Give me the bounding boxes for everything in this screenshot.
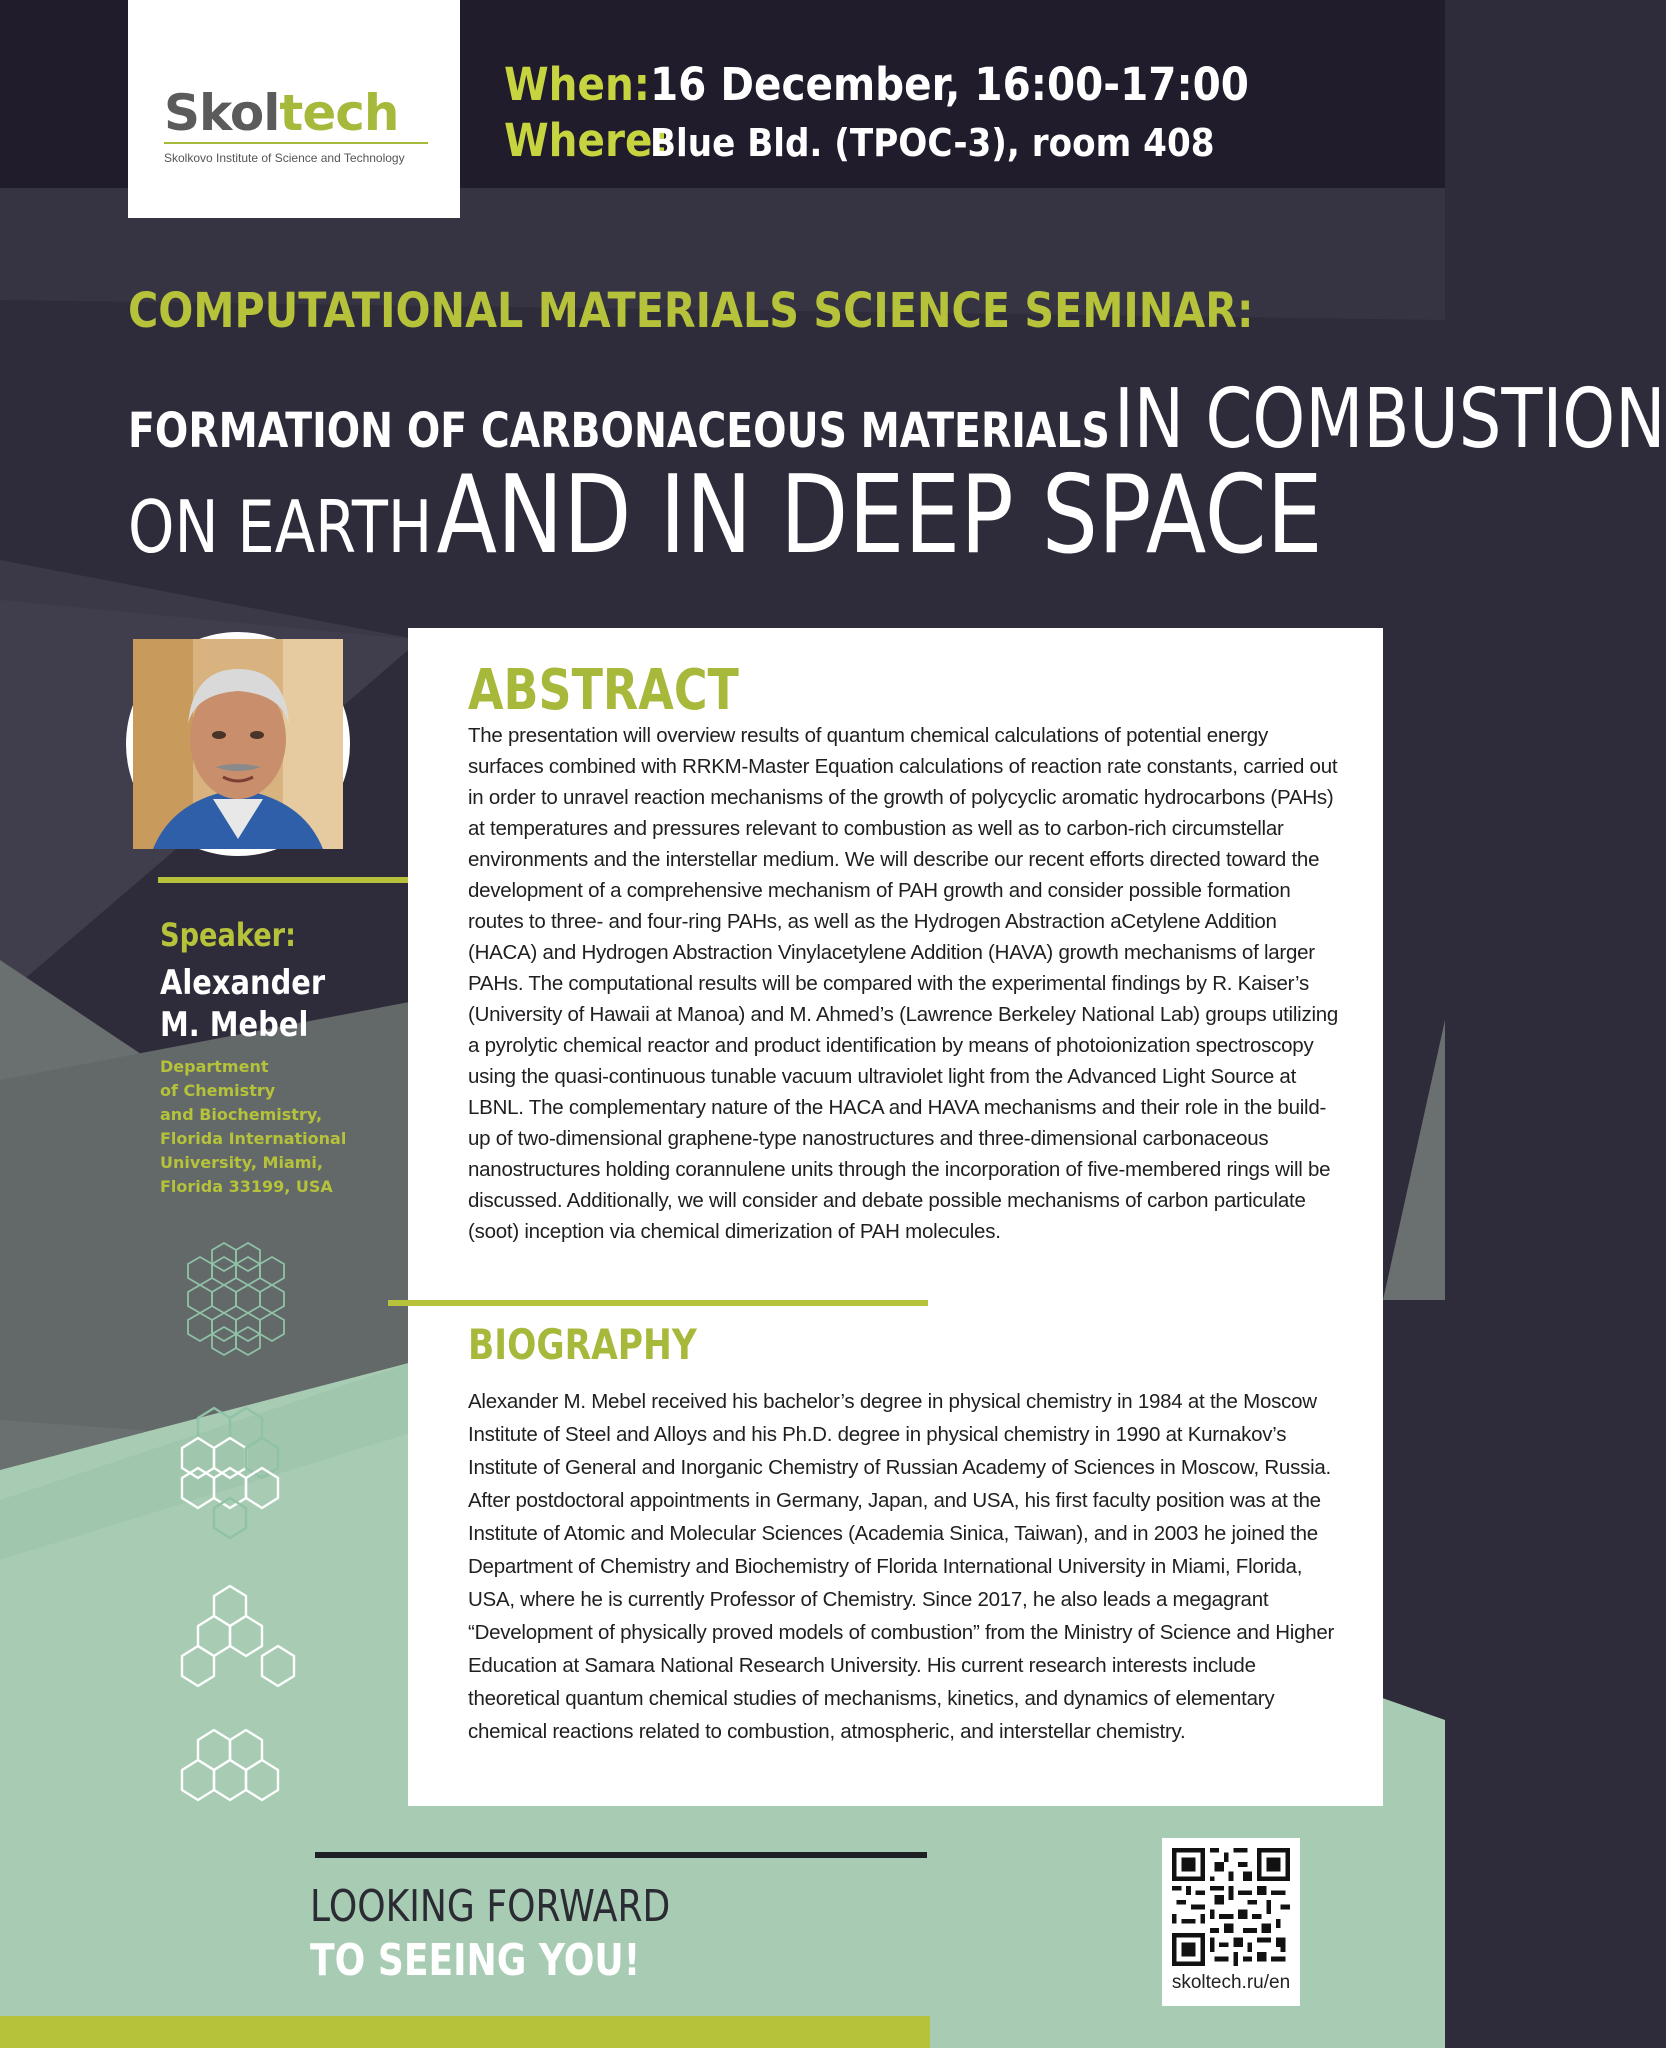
closing-message <box>310 1880 670 1988</box>
portrait-illustration <box>133 639 343 849</box>
logo-divider <box>164 142 428 144</box>
hexagon-cluster-4-icon <box>182 1730 278 1800</box>
qr-code-icon <box>1172 1848 1290 1966</box>
closing-line1: LOOKING FORWARD <box>310 1881 671 1932</box>
speaker-name-line1: Alexander <box>160 963 326 1003</box>
talk-title-line2 <box>128 453 1666 578</box>
closing-divider <box>315 1852 927 1858</box>
speaker-portrait <box>133 639 343 849</box>
bottom-accent-strip <box>0 2016 930 2048</box>
talk-title-part3: ON EARTH <box>128 485 433 569</box>
skoltech-logo <box>164 84 398 142</box>
logo-subtitle: Skolkovo Institute of Science and Technology <box>164 151 405 165</box>
abstract-divider <box>388 1300 928 1306</box>
when-label: When: <box>504 58 650 111</box>
where-value: Blue Bld. (TPOC-3), room 408 <box>650 121 1215 165</box>
hexagon-cluster-2-icon <box>182 1408 278 1538</box>
speaker-name <box>160 962 325 1046</box>
biography-heading: BIOGRAPHY <box>468 1320 697 1369</box>
hexagon-cluster-1-icon <box>188 1243 284 1355</box>
talk-title <box>128 372 1666 578</box>
logo-word-part1: Skol <box>164 84 280 142</box>
content-panel <box>408 628 1383 1806</box>
logo-word-part2: tech <box>279 84 399 142</box>
where-row <box>504 114 1249 170</box>
hexagon-decorations <box>150 1240 350 1820</box>
closing-line2: TO SEEING YOU! <box>310 1935 641 1986</box>
hexagon-cluster-3-icon <box>182 1586 294 1686</box>
when-value: 16 December, 16:00-17:00 <box>650 58 1249 111</box>
seminar-title: COMPUTATIONAL MATERIALS SCIENCE SEMINAR: <box>128 283 1254 339</box>
when-row <box>504 58 1249 114</box>
qr-code-box[interactable] <box>1162 1838 1300 2006</box>
logo-box <box>128 0 460 218</box>
biography-text: Alexander M. Mebel received his bachelor’s degree in physical chemistry in 1984 at the Moscow Institute of Steel and Alloys and his Ph.D. degree in physical chemistry in 1990 at Kurnakov’s Institute of General and Inorganic Chemistry of Russian Academy of Sciences in Moscow, Russia. After postdoctoral appointments in Germany, Japan, and USA, his first faculty position was at the Institute of Atomic and Molecular Sciences (Academia Sinica, Taiwan), and in 2003 he joined the Department of Chemistry and Biochemistry of Florida International University in Miami, Florida, USA, where he is currently Professor of Chemistry. Since 2017, he also leads a megagrant “Development of physically proved models of combustion” from the Ministry of Science and Higher Education at Samara National Research University. His current research interests include theoretical quantum chemical studies of mechanisms, kinetics, and dynamics of elementary chemical reactions related to combustion, atmospheric, and interstellar chemistry. <box>468 1390 1335 1743</box>
speaker-affiliation: Department of Chemistry and Biochemistry, Florida International University, Miami, Florida 33199, USA <box>160 1057 347 1196</box>
speaker-name-line2: M. Mebel <box>160 1005 309 1045</box>
abstract-heading: ABSTRACT <box>468 658 739 723</box>
speaker-label: Speaker: <box>160 916 296 954</box>
talk-title-part1: FORMATION OF CARBONACEOUS MATERIALS <box>128 403 1110 459</box>
qr-url[interactable]: skoltech.ru/en <box>1171 1972 1291 1993</box>
talk-title-part2: IN COMBUSTION <box>1113 372 1666 467</box>
where-label: Where: <box>504 114 669 167</box>
speaker-photo <box>126 632 350 856</box>
talk-title-part4: AND IN DEEP SPACE <box>436 453 1323 578</box>
event-info <box>504 58 1249 170</box>
abstract-text: The presentation will overview results of quantum chemical calculations of potential energy surfaces combined with RRKM-Master Equation calculations of reaction rate constants, carried out in order to unravel reaction mechanisms of the growth of polycyclic aromatic hydrocarbons (PAHs) at temperatures and pressures relevant to combustion as well as to carbon-rich circumstellar environments and the interstellar medium. We will describe our recent efforts directed toward the development of a comprehensive mechanism of PAH growth and consider possible formation routes to three- and four-ring PAHs, as well as the Hydrogen Abstraction aCetylene Addition (HACA) and Hydrogen Abstraction Vinylacetylene Addition (HAVA) growth mechanisms of larger PAHs. The computational results will be compared with the experimental findings by R. Kaiser’s (University of Hawaii at Manoa) and M. Ahmed’s (Lawrence Berkeley National Lab) groups utilizing a pyrolytic chemical reactor and product identification by means of photoionization spectroscopy using the quasi-continuous tunable vacuum ultraviolet light from the Advanced Light Source at LBNL. The complementary nature of the HACA and HAVA mechanisms and their role in the build-up of two-dimensional graphene-type nanostructures and three-dimensional carbonaceous nanostructures holding corannulene units through the incorporation of five-membered rings will be discussed. Additionally, we will consider and debate possible mechanisms of carbon particulate (soot) inception via chemical dimerization of PAH molecules. <box>468 724 1339 1243</box>
speaker-divider <box>158 877 428 883</box>
